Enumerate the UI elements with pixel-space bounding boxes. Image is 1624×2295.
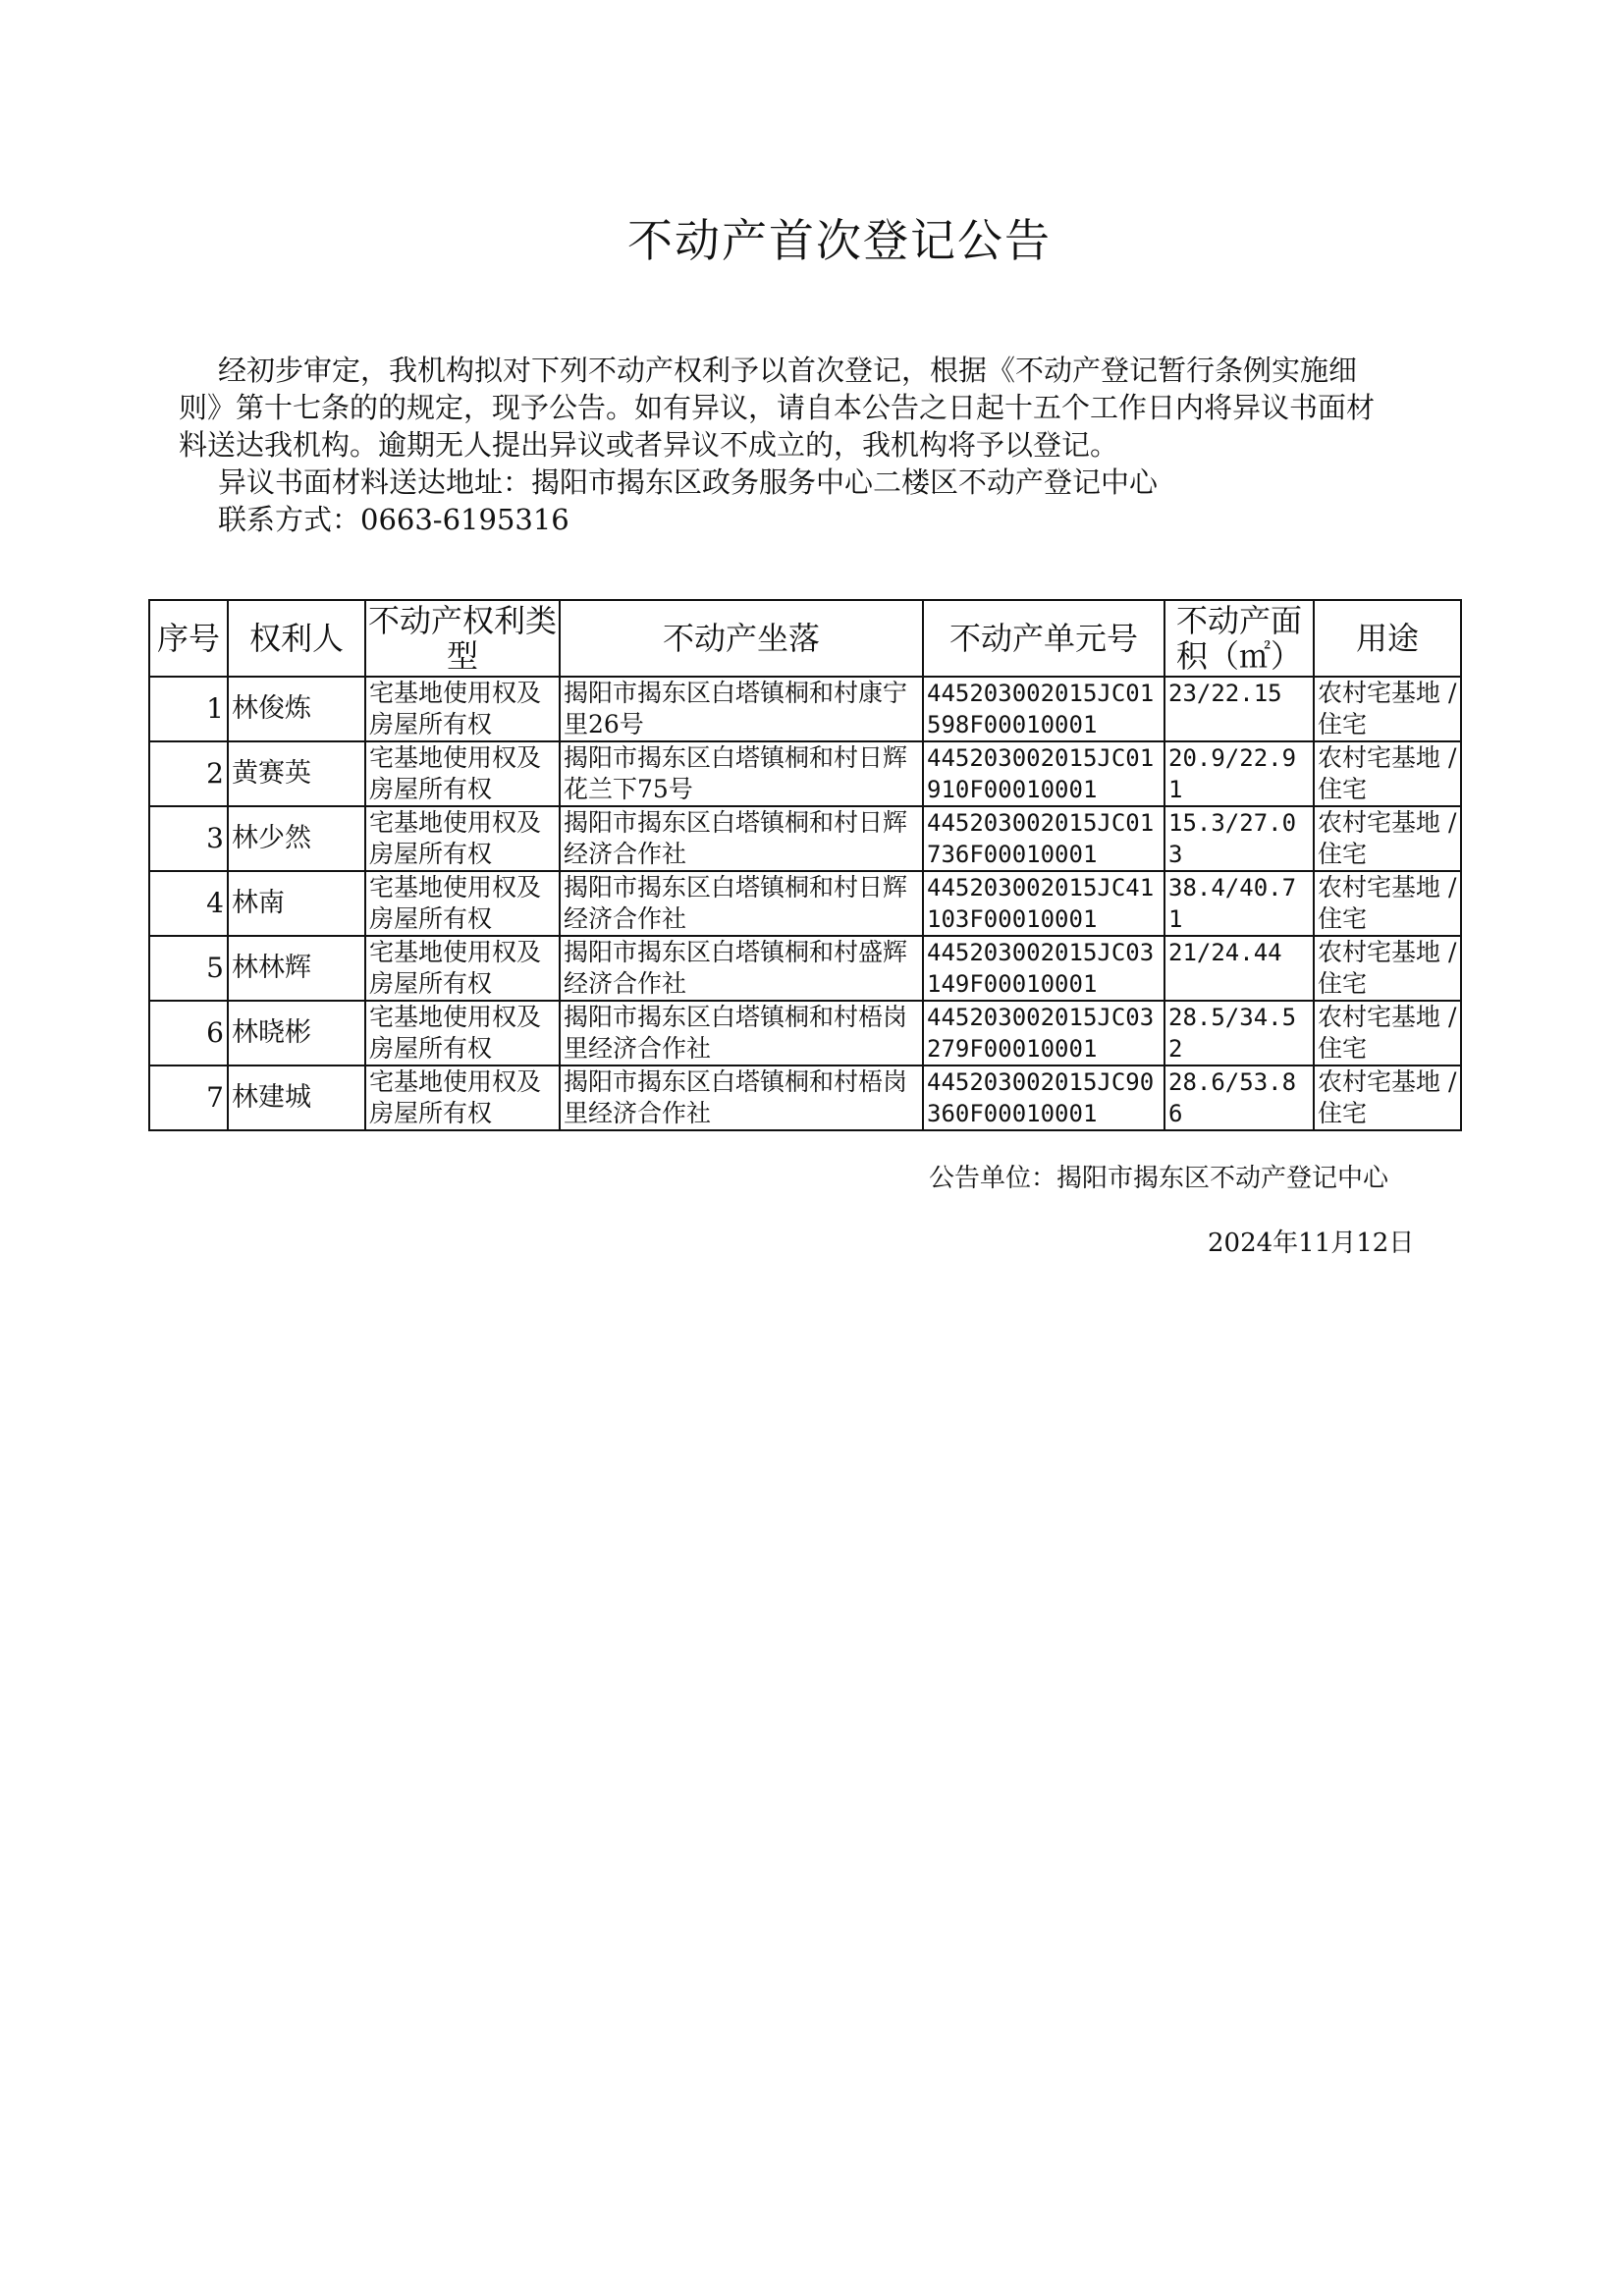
table-row: [149, 936, 1461, 1001]
table-row: [149, 1066, 1461, 1130]
property-location: 揭阳市揭东区白塔镇桐和村梧岗里经济合作社: [560, 1001, 923, 1066]
header-cell: 不动产权利类型: [365, 600, 560, 677]
right-type: 宅基地使用权及房屋所有权: [365, 1066, 560, 1130]
table-row: [149, 871, 1461, 936]
objection-address: 异议书面材料送达地址：揭阳市揭东区政务服务中心二楼区不动产登记中心: [218, 465, 1159, 499]
page-title: 不动产首次登记公告: [627, 214, 1052, 267]
contact-info: 联系方式：0663-6195316: [218, 503, 569, 536]
intro-line-2: 则》第十七条的的规定，现予公告。如有异议，请自本公告之日起十五个工作日内将异议书面材: [179, 391, 1376, 424]
property-use: 农村宅基地 / 住宅: [1314, 806, 1461, 871]
owner-name: 林少然: [228, 806, 365, 871]
right-type: 宅基地使用权及房屋所有权: [365, 741, 560, 806]
unit-number: 445203002015JC01598F00010001: [923, 677, 1164, 741]
row-number: 1: [149, 677, 228, 741]
owner-name: 林林辉: [228, 936, 365, 1001]
row-number: 3: [149, 806, 228, 871]
row-number: 5: [149, 936, 228, 1001]
property-use: 农村宅基地 / 住宅: [1314, 936, 1461, 1001]
property-area: 28.5/34.52: [1164, 1001, 1314, 1066]
row-number: 2: [149, 741, 228, 806]
right-type: 宅基地使用权及房屋所有权: [365, 806, 560, 871]
header-cell: 用途: [1314, 600, 1461, 677]
header-cell: 权利人: [228, 600, 365, 677]
property-location: 揭阳市揭东区白塔镇桐和村梧岗里经济合作社: [560, 1066, 923, 1130]
right-type: 宅基地使用权及房屋所有权: [365, 936, 560, 1001]
table-row: [149, 1001, 1461, 1066]
property-area: 20.9/22.91: [1164, 741, 1314, 806]
owner-name: 林晓彬: [228, 1001, 365, 1066]
row-number: 7: [149, 1066, 228, 1130]
unit-number: 445203002015JC01736F00010001: [923, 806, 1164, 871]
unit-number: 445203002015JC01910F00010001: [923, 741, 1164, 806]
property-location: 揭阳市揭东区白塔镇桐和村日辉经济合作社: [560, 806, 923, 871]
row-number: 4: [149, 871, 228, 936]
property-use: 农村宅基地 / 住宅: [1314, 1001, 1461, 1066]
table-header-row: [149, 600, 1461, 677]
table-row: [149, 806, 1461, 871]
property-location: 揭阳市揭东区白塔镇桐和村日辉花兰下75号: [560, 741, 923, 806]
intro-line-3: 料送达我机构。逾期无人提出异议或者异议不成立的，我机构将予以登记。: [179, 428, 1119, 462]
property-use: 农村宅基地 / 住宅: [1314, 1066, 1461, 1130]
unit-number: 445203002015JC41103F00010001: [923, 871, 1164, 936]
issue-date: 2024年11月12日: [1208, 1229, 1415, 1258]
table-row: [149, 741, 1461, 806]
unit-number: 445203002015JC90360F00010001: [923, 1066, 1164, 1130]
owner-name: 林建城: [228, 1066, 365, 1130]
owner-name: 黄赛英: [228, 741, 365, 806]
issuing-unit: 公告单位：揭阳市揭东区不动产登记中心: [929, 1164, 1389, 1193]
property-area: 28.6/53.86: [1164, 1066, 1314, 1130]
row-number: 6: [149, 1001, 228, 1066]
unit-number: 445203002015JC03149F00010001: [923, 936, 1164, 1001]
header-cell: 不动产面积（㎡）: [1164, 600, 1314, 677]
owner-name: 林南: [228, 871, 365, 936]
unit-number: 445203002015JC03279F00010001: [923, 1001, 1164, 1066]
right-type: 宅基地使用权及房屋所有权: [365, 1001, 560, 1066]
property-area: 38.4/40.71: [1164, 871, 1314, 936]
property-use: 农村宅基地 / 住宅: [1314, 677, 1461, 741]
table-row: [149, 677, 1461, 741]
right-type: 宅基地使用权及房屋所有权: [365, 677, 560, 741]
property-location: 揭阳市揭东区白塔镇桐和村盛辉经济合作社: [560, 936, 923, 1001]
intro-line-1: 经初步审定，我机构拟对下列不动产权利予以首次登记，根据《不动产登记暂行条例实施细: [218, 354, 1358, 387]
property-area: 23/22.15: [1164, 677, 1314, 741]
property-location: 揭阳市揭东区白塔镇桐和村日辉经济合作社: [560, 871, 923, 936]
header-cell: 不动产单元号: [923, 600, 1164, 677]
registration-table: [148, 599, 1462, 1131]
header-cell: 不动产坐落: [560, 600, 923, 677]
owner-name: 林俊炼: [228, 677, 365, 741]
property-use: 农村宅基地 / 住宅: [1314, 871, 1461, 936]
property-area: 21/24.44: [1164, 936, 1314, 1001]
header-cell: 序号: [149, 600, 228, 677]
property-location: 揭阳市揭东区白塔镇桐和村康宁里26号: [560, 677, 923, 741]
right-type: 宅基地使用权及房屋所有权: [365, 871, 560, 936]
property-use: 农村宅基地 / 住宅: [1314, 741, 1461, 806]
property-area: 15.3/27.03: [1164, 806, 1314, 871]
